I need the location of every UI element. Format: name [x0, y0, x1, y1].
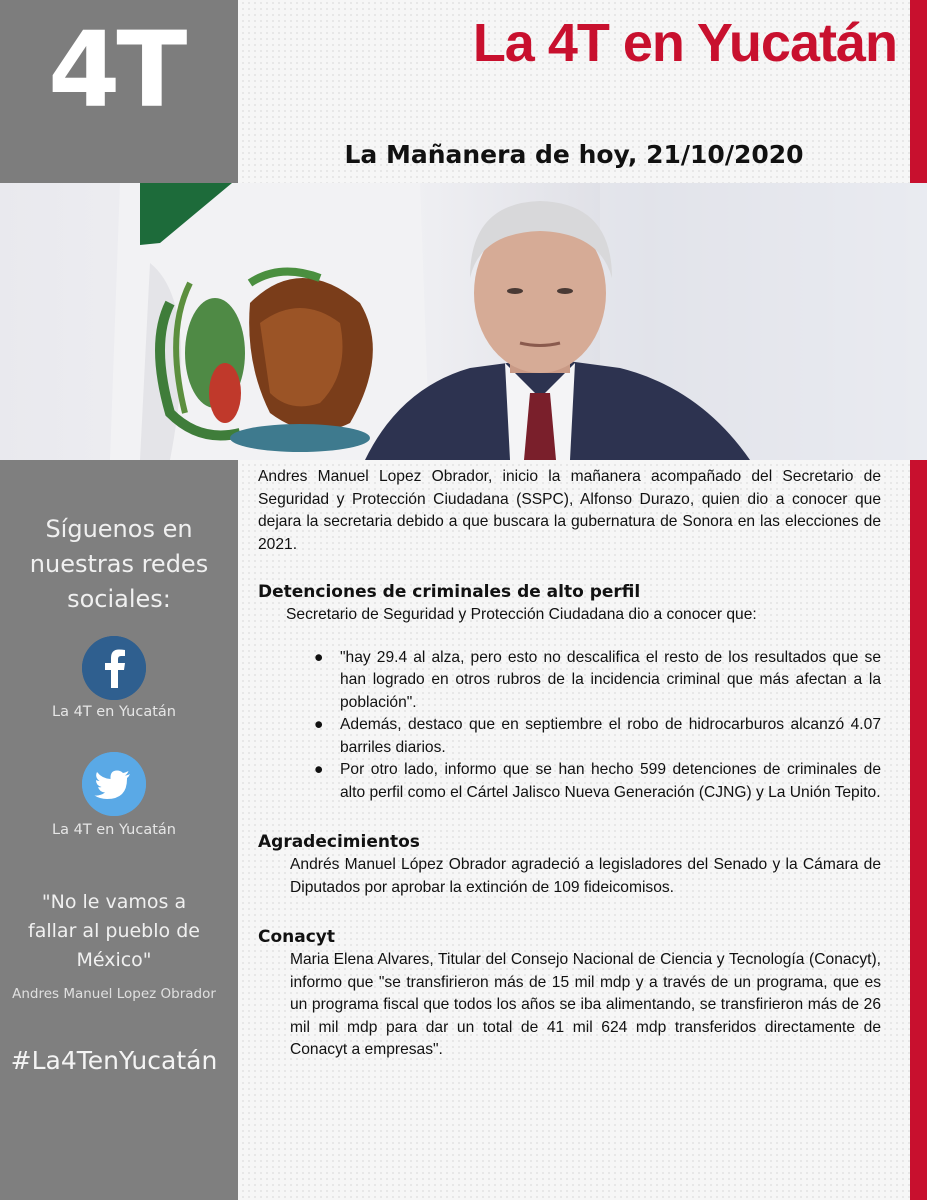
twitter-label[interactable]: La 4T en Yucatán: [52, 822, 176, 838]
accent-red-bar: [910, 0, 927, 1200]
photo-illustration: [0, 183, 927, 460]
bullet-icon: ●: [314, 761, 324, 778]
bullet-icon: ●: [314, 716, 324, 733]
facebook-icon[interactable]: [82, 636, 146, 700]
article-content: [258, 466, 881, 1062]
page-title: La 4T en Yucatán: [472, 13, 897, 73]
quote: [0, 888, 228, 975]
quote-line: "No le vamos a: [41, 891, 187, 913]
bullet-icon: ●: [314, 648, 324, 666]
intro-paragraph: Andres Manuel Lopez Obrador, inicio la mañanera acompañado del Secretario de Seguridad y Protección Ciudadana (SSPC), Alfonso Durazo, quien dio a conocer que dejara la secretaria debido a que buscara la gubernatura de Sonora en las elecciones de 2021.: [258, 468, 881, 553]
logo-box: [0, 0, 238, 183]
hashtag: #La4TenYucatán: [10, 1046, 218, 1075]
list-item: ● Además, destaco que en septiembre el robo de hidrocarburos alcanzó 4.07 barriles diarios.: [314, 716, 881, 756]
quote-author: Andres Manuel Lopez Obrador: [12, 986, 216, 1002]
list-item: ● "hay 29.4 al alza, pero esto no descalifica el resto de los resultados que se han logrado en otros rubros de la incidencia criminal que más afectan a la población".: [314, 648, 881, 711]
section-body: Andrés Manuel López Obrador agradeció a legisladores del Senado y la Cámara de Diputados por aprobar la extinción de 109 fideicomisos.: [290, 856, 881, 896]
bullet-list: [258, 647, 881, 805]
page-subtitle: La Mañanera de hoy, 21/10/2020: [344, 140, 804, 169]
header-photo: [0, 183, 927, 460]
section-heading-conacyt: Conacyt: [258, 927, 336, 947]
logo-4t: 4T: [48, 9, 184, 131]
section-heading-detenciones: Detenciones de criminales de alto perfil: [258, 582, 641, 602]
follow-line: sociales:: [67, 585, 171, 613]
sidebar: [0, 460, 238, 1200]
follow-line: nuestras redes: [29, 550, 209, 578]
quote-line: México": [76, 949, 152, 971]
section-heading-agradecimientos: Agradecimientos: [258, 832, 420, 852]
facebook-label[interactable]: La 4T en Yucatán: [52, 704, 176, 720]
section-body: Maria Elena Alvares, Titular del Consejo Nacional de Ciencia y Tecnología (Conacyt), informo que "se transfirieron más de 15 mil mdp y a través de un programa, que es un programa fiscal que todos los años se iba alimentando, se transfirieron más de 26 mil mil mdp para dar un total de 41 mil 624 mdp transferidos directamente de Conacyt a empresas".: [290, 951, 881, 1058]
quote-line: fallar al pueblo de: [28, 920, 200, 942]
twitter-icon[interactable]: [82, 752, 146, 816]
list-item: ● Por otro lado, informo que se han hecho 599 detenciones de criminales de alto perfil como el Cártel Jalisco Nueva Generación (CJNG) y La Unión Tepito.: [314, 761, 881, 801]
follow-us-text: [0, 512, 238, 617]
follow-line: Síguenos en: [45, 515, 193, 543]
section-lead: Secretario de Seguridad y Protección Ciudadana dio a conocer que:: [286, 606, 757, 623]
